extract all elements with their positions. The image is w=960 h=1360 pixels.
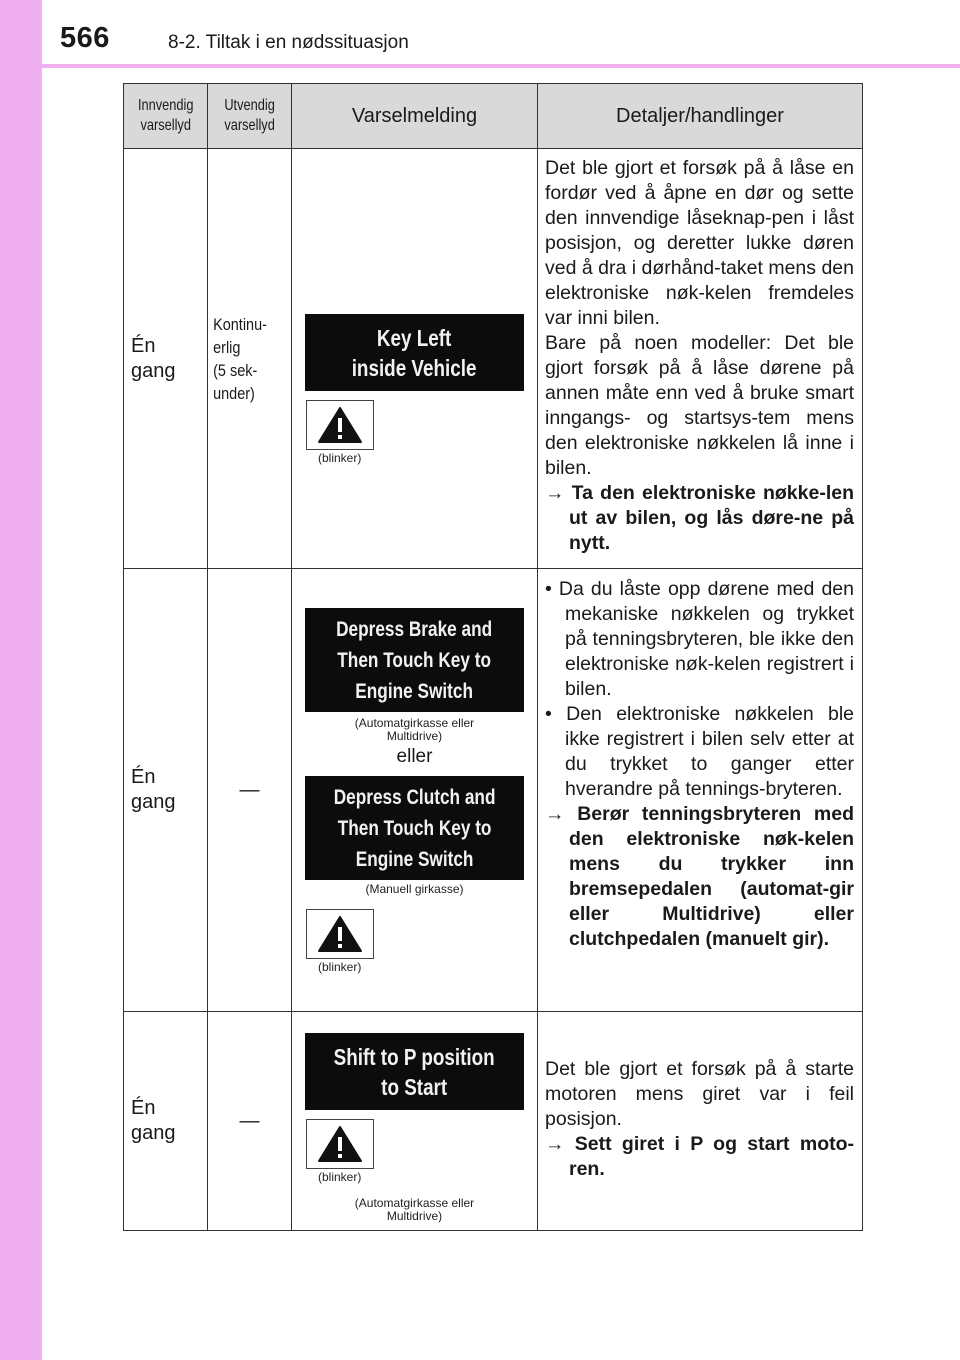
- table-row: [124, 149, 863, 569]
- warning-triangle-icon: [306, 909, 374, 959]
- warning-table: [123, 83, 863, 1231]
- warning-message-cell: [292, 569, 538, 1012]
- detail-action: → Sett giret i P og start moto-ren.: [545, 1133, 854, 1180]
- header-external-buzzer: Utvendig varsellyd: [208, 84, 292, 149]
- display-message-shift-to-p: Shift to P position to Start: [305, 1033, 524, 1110]
- header-divider: [42, 64, 960, 68]
- blink-caption: (blinker): [318, 1170, 362, 1184]
- internal-buzzer-cell: Én gang: [124, 1012, 208, 1231]
- transmission-caption: (Automatgirkasse eller Multidrive): [354, 1196, 475, 1223]
- table-row: [124, 1012, 863, 1231]
- display-message-depress-clutch: Depress Clutch and Then Touch Key to Engine Switch: [305, 776, 524, 880]
- header-details: Detaljer/handlinger: [538, 84, 863, 149]
- details-cell: [538, 1012, 863, 1231]
- header-internal-buzzer: Innvendig varsellyd: [124, 84, 208, 149]
- header-warning-message: Varselmelding: [292, 84, 538, 149]
- external-buzzer-cell: —: [208, 1012, 292, 1231]
- detail-bullet: • Da du låste opp dørene med den mekaniske nøkkelen og trykket på tenningsbryteren, ble ikke den elektroniske nøk-kelen registrert i bilen.: [545, 578, 854, 700]
- display-message-depress-brake: Depress Brake and Then Touch Key to Engine Switch: [305, 608, 524, 712]
- detail-paragraph: Bare på noen modeller: Det ble gjort forsøk på å låse dørene på annen måte enn ved å bruke smart inngangs- og startsys-tem mens den elektroniske nøkkelen lå inne i bilen.: [545, 332, 854, 479]
- page-number: 566: [60, 22, 110, 54]
- blink-caption: (blinker): [318, 451, 362, 465]
- detail-bullet: • Den elektroniske nøkkelen ble ikke registrert i bilen selv etter at du trykket to ganger etter hverandre på tennings-bryteren.: [545, 703, 854, 800]
- details-cell: [538, 149, 863, 569]
- detail-paragraph: Det ble gjort et forsøk på å låse en fordør ved å åpne en dør og sette den innvendige låseknap-pen i låst posisjon, og deretter lukke døren ved å dra i dørhånd-taket mens den elektroniske nøk-kelen fremdeles var inni bilen.: [545, 157, 854, 329]
- chapter-sidebar-tab: [0, 0, 42, 1360]
- internal-buzzer-cell: Én gang: [124, 149, 208, 569]
- external-buzzer-cell: Kontinu- erlig (5 sek- under): [208, 149, 292, 569]
- table-row: [124, 569, 863, 1012]
- warning-message-cell: [292, 149, 538, 569]
- section-title: 8-2. Tiltak i en nødssituasjon: [168, 32, 409, 53]
- display-message-key-left: Key Left inside Vehicle: [305, 314, 524, 391]
- table-header-row: [124, 84, 863, 149]
- transmission-caption: (Manuell girkasse): [365, 882, 464, 896]
- detail-paragraph: Det ble gjort et forsøk på å starte motoren mens giret var i feil posisjon.: [545, 1058, 854, 1130]
- details-cell: [538, 569, 863, 1012]
- internal-buzzer-cell: Én gang: [124, 569, 208, 1012]
- detail-action: → Ta den elektroniske nøkke-len ut av bilen, og lås døre-ne på nytt.: [545, 482, 854, 554]
- warning-triangle-icon: [306, 1119, 374, 1169]
- or-text: eller: [396, 746, 433, 767]
- blink-caption: (blinker): [318, 960, 362, 974]
- transmission-caption: (Automatgirkasse eller Multidrive): [354, 716, 475, 743]
- external-buzzer-cell: —: [208, 569, 292, 1012]
- warning-triangle-icon: [306, 400, 374, 450]
- warning-message-cell: [292, 1012, 538, 1231]
- detail-action: → Berør tenningsbryteren med den elektroniske nøk-kelen mens du trykker inn bremsepedalen (automat-gir eller Multidrive) eller clutchpedalen (manuelt gir).: [545, 803, 854, 950]
